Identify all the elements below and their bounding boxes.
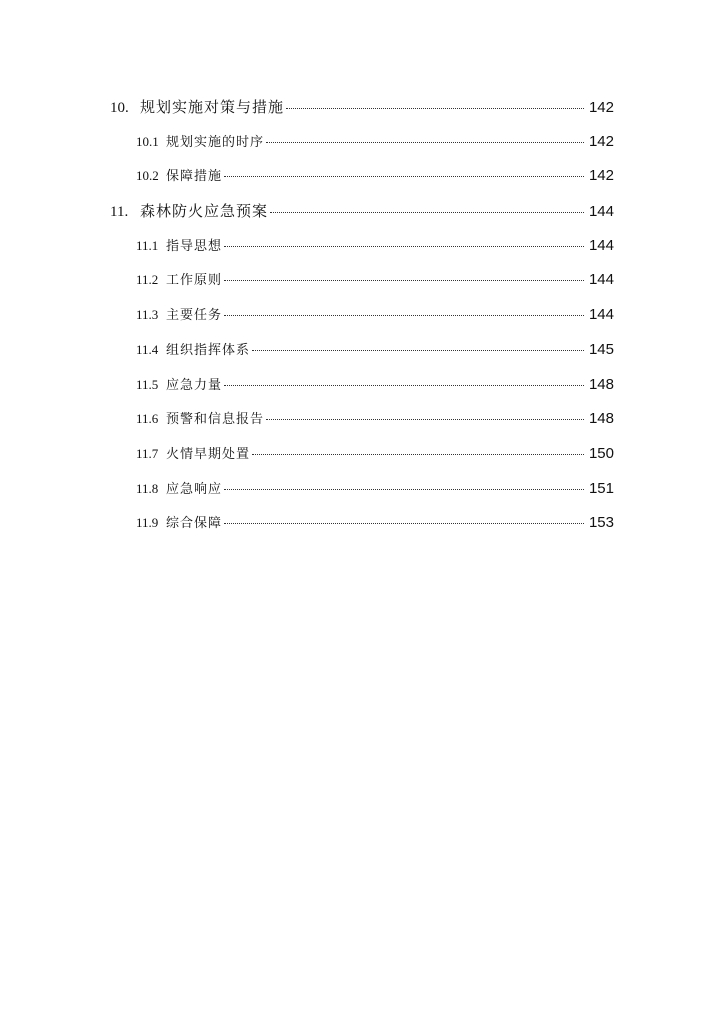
toc-entry-page: 144 (588, 203, 614, 221)
toc-entry-title: 应急响应 (166, 481, 223, 497)
toc-entry-page: 145 (588, 340, 614, 358)
toc-entry-number: 11.8 (136, 480, 159, 496)
toc-entry-11-4[interactable] (110, 339, 614, 374)
toc-entry-11-6[interactable] (110, 408, 614, 443)
toc-entry-11[interactable] (110, 200, 614, 235)
toc-entry-title: 应急力量 (166, 377, 223, 393)
toc-entry-number: 10.1 (136, 133, 159, 149)
toc-entry-number: 11.1 (136, 237, 159, 253)
toc-entry-page: 144 (588, 271, 614, 289)
toc-entry-title: 保障措施 (166, 169, 223, 185)
toc-entry-page: 142 (588, 99, 614, 116)
dot-leader (286, 107, 584, 109)
toc-entry-page: 144 (588, 236, 614, 254)
toc-entry-page: 148 (588, 410, 614, 428)
toc-entry-10-1[interactable] (110, 131, 614, 166)
toc-entry-number: 11.9 (136, 515, 159, 531)
toc-entry-11-8[interactable] (110, 478, 614, 513)
toc-entry-number: 11.5 (136, 376, 159, 392)
toc-entry-number: 10. (110, 100, 129, 116)
toc-entry-number: 11.6 (136, 411, 159, 427)
toc-entry-title: 火情早期处置 (166, 446, 251, 462)
dot-leader (266, 418, 584, 420)
toc-entry-11-5[interactable] (110, 374, 614, 409)
dot-leader (252, 349, 584, 351)
toc-entry-page: 148 (588, 375, 614, 393)
toc-entry-number: 10.2 (136, 168, 159, 184)
dot-leader (224, 175, 584, 177)
toc-entry-title: 指导思想 (166, 238, 223, 254)
toc-entry-title: 主要任务 (166, 308, 223, 324)
dot-leader (270, 211, 584, 213)
table-of-contents (110, 96, 614, 547)
toc-entry-title: 组织指挥体系 (166, 342, 251, 358)
dot-leader (266, 141, 584, 143)
toc-entry-11-3[interactable] (110, 304, 614, 339)
toc-entry-number: 11. (110, 204, 129, 221)
toc-entry-title: 规划实施的时序 (166, 134, 265, 150)
toc-entry-number: 11.2 (136, 272, 159, 288)
dot-leader (224, 488, 584, 490)
toc-entry-page: 142 (588, 132, 614, 150)
toc-entry-number: 11.7 (136, 445, 159, 461)
toc-entry-number: 11.4 (136, 341, 159, 357)
toc-entry-11-1[interactable] (110, 235, 614, 270)
toc-entry-10[interactable] (110, 96, 614, 131)
toc-entry-number: 11.3 (136, 307, 159, 323)
dot-leader (224, 245, 584, 247)
dot-leader (252, 453, 584, 455)
dot-leader (224, 384, 584, 386)
dot-leader (224, 279, 584, 281)
toc-entry-page: 144 (588, 306, 614, 324)
toc-entry-page: 142 (588, 167, 614, 185)
toc-entry-title: 工作原则 (166, 273, 223, 289)
toc-entry-title: 预警和信息报告 (166, 412, 265, 428)
toc-entry-10-2[interactable] (110, 165, 614, 200)
dot-leader (224, 314, 584, 316)
toc-entry-title: 综合保障 (166, 516, 223, 532)
toc-entry-page: 150 (588, 444, 614, 462)
toc-entry-page: 153 (588, 514, 614, 532)
toc-entry-title: 规划实施对策与措施 (140, 98, 285, 116)
toc-entry-title: 森林防火应急预案 (140, 202, 269, 221)
toc-entry-11-7[interactable] (110, 443, 614, 478)
toc-entry-page: 151 (588, 479, 614, 497)
toc-entry-11-9[interactable] (110, 512, 614, 547)
toc-entry-11-2[interactable] (110, 269, 614, 304)
dot-leader (224, 522, 584, 524)
